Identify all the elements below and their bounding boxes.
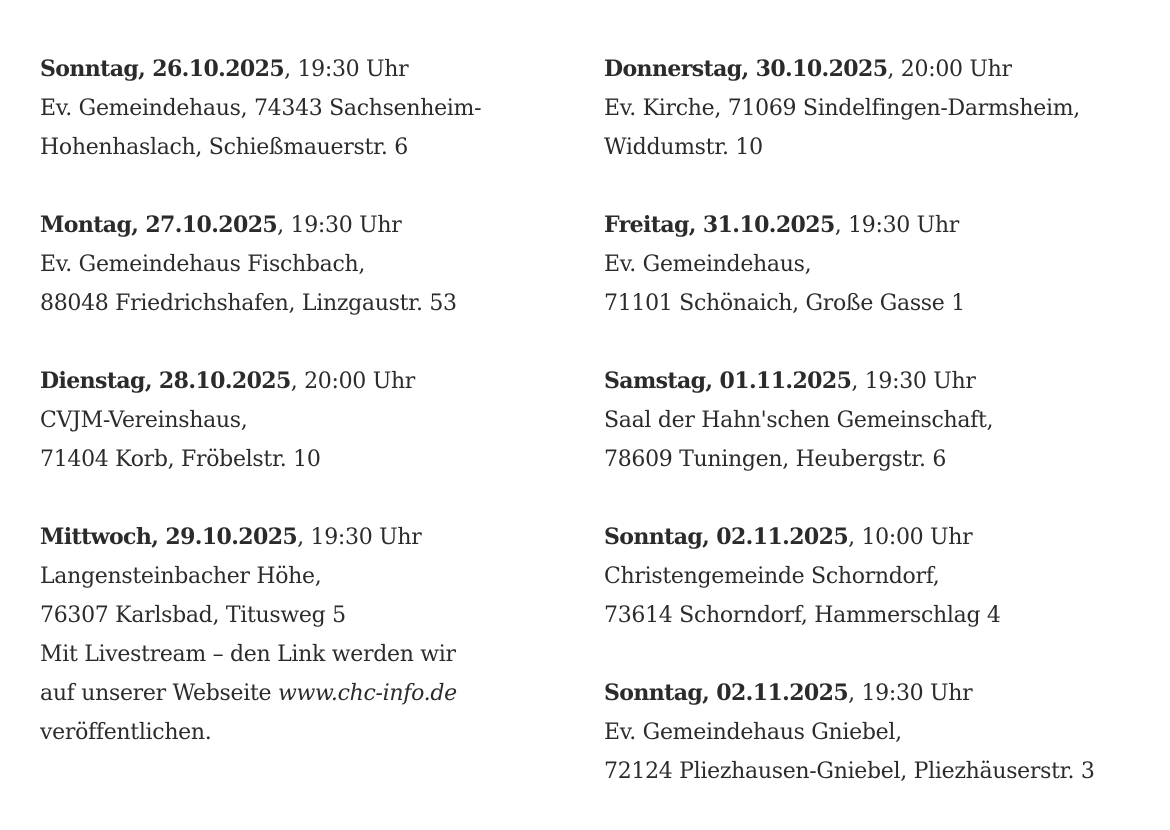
event-address: 71404 Korb, Fröbelstr. 10: [40, 447, 321, 472]
event-address: 72124 Pliezhausen-Gniebel, Pliezhäuserstr. 3: [604, 759, 1095, 784]
event-time: , 20:00 Uhr: [887, 57, 1012, 82]
event-date: Dienstag, 28.10.2025: [40, 368, 291, 394]
event-venue: Christengemeinde Schorndorf,: [604, 564, 940, 589]
event-time: , 19:30 Uhr: [848, 681, 973, 706]
event-datetime: [40, 362, 580, 401]
livestream-note-url-line: [40, 674, 580, 713]
event-datetime: [604, 362, 1164, 401]
event-entry: [40, 206, 580, 323]
event-time: , 10:00 Uhr: [848, 525, 973, 550]
event-venue: Ev. Gemeindehaus, 74343 Sachsenheim-: [40, 96, 482, 121]
event-venue: Ev. Gemeindehaus,: [604, 252, 812, 277]
event-address: 88048 Friedrichshafen, Linzgaustr. 53: [40, 291, 457, 316]
event-entry: [604, 518, 1164, 635]
event-entry: [604, 674, 1164, 791]
event-venue: Saal der Hahn'schen Gemeinschaft,: [604, 408, 994, 433]
event-datetime: [604, 206, 1164, 245]
event-venue: Ev. Gemeindehaus Gniebel,: [604, 720, 902, 745]
event-datetime: [604, 674, 1164, 713]
event-entry: [40, 362, 580, 479]
event-address: Hohenhaslach, Schießmauerstr. 6: [40, 135, 408, 160]
event-column-right: [604, 50, 1164, 830]
event-venue: Langensteinbacher Höhe,: [40, 564, 322, 589]
event-address: 71101 Schönaich, Große Gasse 1: [604, 291, 965, 316]
event-venue: CVJM-Vereinshaus,: [40, 408, 248, 433]
event-address: 76307 Karlsbad, Titusweg 5: [40, 603, 346, 628]
event-time: , 19:30 Uhr: [297, 525, 422, 550]
event-date: Samstag, 01.11.2025: [604, 368, 852, 394]
event-date: Sonntag, 26.10.2025: [40, 56, 285, 82]
website-link[interactable]: www.chc-info.de: [277, 681, 457, 706]
livestream-note-suffix: veröffentlichen.: [40, 720, 212, 745]
event-entry: [40, 518, 580, 752]
event-venue: Ev. Gemeindehaus Fischbach,: [40, 252, 366, 277]
event-time: , 19:30 Uhr: [834, 213, 959, 238]
event-entry: [604, 206, 1164, 323]
event-entry: [40, 50, 580, 167]
livestream-note-prefix: auf unserer Webseite: [40, 681, 278, 706]
event-date: Sonntag, 02.11.2025: [604, 524, 849, 550]
event-date: Freitag, 31.10.2025: [604, 212, 835, 238]
event-date: Montag, 27.10.2025: [40, 212, 278, 238]
event-column-left: [40, 50, 580, 791]
event-date: Sonntag, 02.11.2025: [604, 680, 849, 706]
event-time: , 19:30 Uhr: [277, 213, 402, 238]
event-datetime: [40, 518, 580, 557]
event-datetime: [40, 50, 580, 89]
event-address: 73614 Schorndorf, Hammerschlag 4: [604, 603, 1001, 628]
event-date: Donnerstag, 30.10.2025: [604, 56, 888, 82]
event-time: , 19:30 Uhr: [851, 369, 976, 394]
event-datetime: [604, 518, 1164, 557]
livestream-note: Mit Livestream – den Link werden wir: [40, 642, 456, 667]
event-entry: [604, 50, 1164, 167]
event-time: , 19:30 Uhr: [284, 57, 409, 82]
event-time: , 20:00 Uhr: [290, 369, 416, 394]
event-venue: Ev. Kirche, 71069 Sindelfingen-Darmsheim,: [604, 96, 1080, 121]
event-date: Mittwoch, 29.10.2025: [40, 524, 298, 550]
event-address: Widdumstr. 10: [604, 135, 763, 160]
event-entry: [604, 362, 1164, 479]
event-address: 78609 Tuningen, Heubergstr. 6: [604, 447, 947, 472]
event-datetime: [604, 50, 1164, 89]
event-datetime: [40, 206, 580, 245]
